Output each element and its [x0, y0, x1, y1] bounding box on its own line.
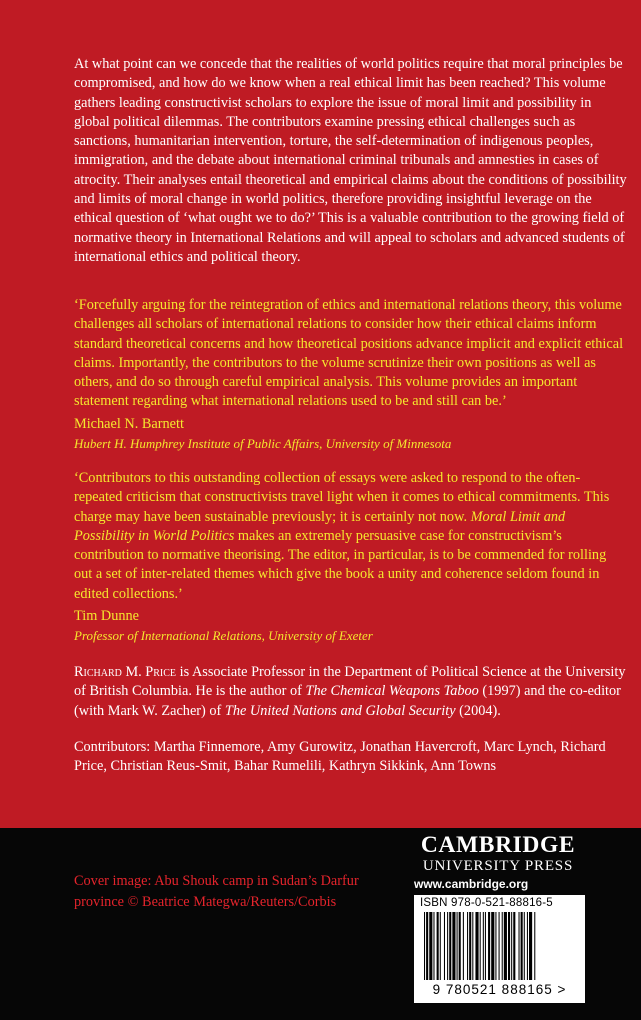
contributors-list: Contributors: Martha Finnemore, Amy Gurowitz, Jonathan Havercroft, Marc Lynch, Richard Price, Christian Reus-Smit, Bahar Rumelili, Kathryn Sikkink, Ann Towns — [74, 739, 606, 775]
barcode-bar — [534, 912, 535, 980]
barcode-bar — [511, 912, 512, 980]
barcode-bar — [499, 912, 500, 980]
barcode-bar — [469, 912, 471, 980]
barcode-bar — [527, 912, 528, 980]
barcode-bar — [480, 912, 481, 980]
barcode-bar — [504, 912, 507, 980]
book-title: The United Nations and Global Security — [224, 702, 456, 719]
barcode-bar — [457, 912, 458, 980]
barcode-digits: 9 780521 888165 > — [432, 982, 567, 997]
editor-name: Richard M. Price — [74, 664, 177, 680]
barcode-bar — [437, 912, 439, 980]
barcode-bar — [508, 912, 510, 980]
editor-bio — [74, 663, 628, 721]
barcode-bar — [424, 912, 425, 980]
barcode-bar — [447, 912, 448, 980]
barcode-bar — [452, 912, 455, 980]
publisher-subtitle: UNIVERSITY PRESS — [422, 858, 574, 874]
barcode-bar — [429, 912, 432, 980]
book-title: The Chemical Weapons Taboo — [305, 683, 479, 700]
barcode-bar — [485, 912, 486, 980]
barcode-bar — [475, 912, 478, 980]
endorsement-text-part: makes an extremely persuasive case for constructivism’s contribution to normative theorising. The editor, in particular, is to be commended for rolling out a set of inter-related themes which give the book a unity and coherence seldom found in edited collections.’ — [74, 527, 607, 602]
endorsement-text-part: ‘Contributors to this outstanding collection of essays were asked to respond to the often-repeated criticism that constructivists travel light when it comes to ethical commitments. This charge may have been sustainable previously; it is certainly not now. — [74, 470, 610, 525]
barcode-bar — [449, 912, 451, 980]
barcode-bar — [524, 912, 525, 980]
barcode-bar — [483, 912, 484, 980]
endorser-name: Michael N. Barnett — [74, 415, 184, 432]
endorser-affiliation: Hubert H. Humphrey Institute of Public Affairs, University of Minnesota — [74, 436, 452, 452]
book-description: At what point can we concede that the realities of world politics require that moral principles be compromised, and how do we know when a real ethical limit has been reached? This volume gathers leading constructivist scholars to explore the issue of moral limit and possibility in global political dilemmas. The contributors examine pressing ethical challenges such as sanctions, humanitarian intervention, torture, the self-determination of indigenous peoples, immigration, and the debate about international criminal tribunals and amnesties in cases of atrocity. Their analyses entail theoretical and empirical claims about the conditions of possibility and limits of moral change in world politics, therefore providing insightful leverage on the ethical question of ‘what ought we to do?’ This is a valuable contribution to the growing field of normative theory in International Relations and will appeal to scholars and advanced students of international ethics and political theory. — [74, 56, 627, 265]
endorsement-text — [74, 469, 628, 604]
barcode-bar — [488, 912, 490, 980]
barcode-bar — [472, 912, 473, 980]
bio-text: is Associate Professor in the Department of Political Science at the University of British Columbia. He is the author of — [74, 664, 626, 700]
barcode-icon — [418, 912, 581, 982]
barcode-bar — [502, 912, 503, 980]
endorsement-barnett — [74, 296, 628, 453]
endorser-name: Tim Dunne — [74, 608, 140, 625]
book-title: Moral Limit and Possibility in World Politics — [74, 508, 566, 544]
bio-text: (2004). — [455, 702, 501, 719]
endorser-affiliation: Professor of International Relations, University of Exeter — [74, 628, 373, 644]
cover-image-credit: Cover image: Abu Shouk camp in Sudan’s Darfur province © Beatrice Mategwa/Reuters/Corbis — [74, 873, 359, 910]
isbn-label: ISBN 978-0-521-88816-5 — [420, 897, 553, 909]
barcode-bar — [495, 912, 496, 980]
barcode-bar — [491, 912, 494, 980]
publisher-website: www.cambridge.org — [414, 877, 529, 891]
endorsement-text: ‘Forcefully arguing for the reintegration of ethics and international relations theory, this volume challenges all scholars of international relations to consider how their ethical claims inform standard theoretical concerns and how theoretical positions advance implicit and explicit ethical claims. Importantly, the contributors to the volume scrutinize their own positions as well as others, and do so through careful empirical analysis. This volume provides an important statement regarding what international relations used to be and still can be.’ — [74, 297, 624, 410]
barcode-bar — [433, 912, 434, 980]
barcode-bar — [519, 912, 520, 980]
barcode-bar — [513, 912, 515, 980]
barcode-bar — [459, 912, 461, 980]
publisher-name: CAMBRIDGE — [420, 832, 576, 858]
endorsement-dunne — [74, 469, 628, 646]
barcode-bar — [467, 912, 468, 980]
barcode-bar — [529, 912, 532, 980]
barcode-bar — [444, 912, 445, 980]
barcode-bar — [521, 912, 523, 980]
publisher-logo — [414, 832, 582, 875]
barcode-bar — [463, 912, 464, 980]
barcode-bar — [426, 912, 428, 980]
bio-text: (1997) and the co-editor (with Mark W. Zacher) of — [74, 683, 621, 719]
barcode-bar — [440, 912, 441, 980]
isbn-barcode-box — [414, 895, 585, 1003]
